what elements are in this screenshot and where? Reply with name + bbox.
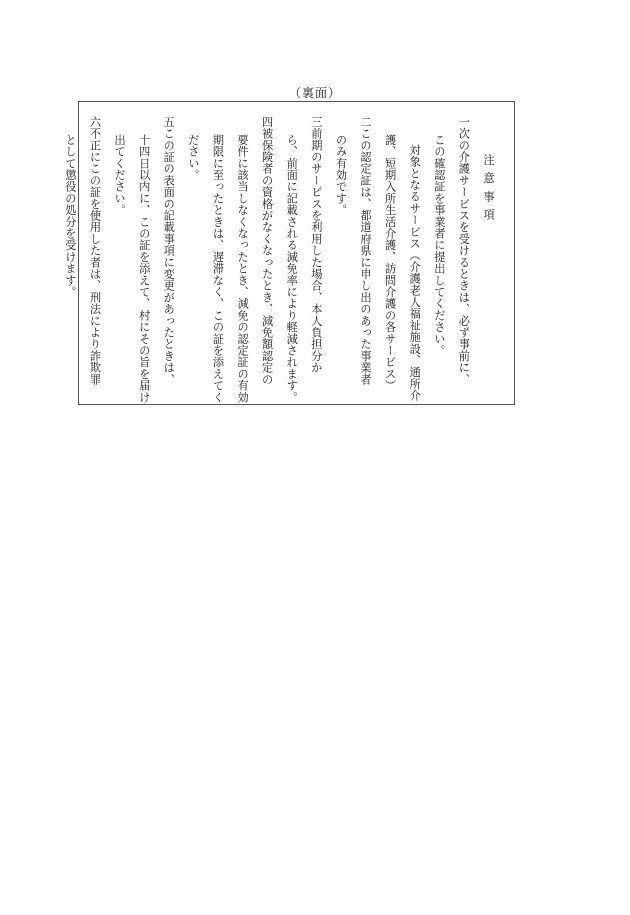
- notice-item-4-line-4: ださい。: [186, 133, 200, 181]
- notice-item-4-line-1: [254, 116, 279, 394]
- notice-item-4-line-2: 要件に該当しなくなったとき、減免の認定証の有効: [236, 133, 250, 404]
- notice-item-1-line-3: 対象となるサービス（介護老人福祉施設、通所介: [408, 144, 422, 402]
- item-text: 次の介護サービスを受けるときは、必ず事前に、: [457, 127, 471, 386]
- notice-item-1-line-2: この確認証を事業者に提出してください。: [432, 133, 446, 357]
- item-text: この認定証は、都道府県に申し出のあった事業者: [359, 127, 373, 386]
- notice-box: [63, 101, 515, 405]
- notice-item-5-line-1: [156, 116, 181, 394]
- item-number: 二: [359, 116, 373, 128]
- notice-item-6-line-2: として懲役の処分を受けます。: [63, 133, 77, 298]
- page-side-label: （裏面）: [288, 86, 341, 100]
- notice-heading: 注意事項: [482, 154, 495, 227]
- item-number: 三: [309, 116, 323, 128]
- notice-item-1-line-1: [451, 116, 476, 394]
- item-text: 不正にこの証を使用した者は、刑法により詐欺罪: [88, 127, 102, 386]
- notice-item-3-line-1: [303, 116, 328, 394]
- notice-item-1-line-4: 護、短期入所生活介護、訪問介護の各サービス）: [383, 133, 397, 392]
- item-number: 六: [88, 116, 102, 128]
- notice-item-2-line-1: [352, 116, 377, 394]
- notice-item-5-line-2: 十四日以内に、この証を添えて、村にその旨を届け: [137, 133, 151, 404]
- notice-item-3-line-2: ら、前面に記載される減免率により軽減されます。: [285, 133, 299, 404]
- item-number: 一: [457, 116, 471, 128]
- notice-item-5-line-3: 出てください。: [113, 133, 127, 216]
- notice-text-block: [57, 116, 500, 404]
- notice-item-4-line-3: 期限に至ったときは、遅滞なく、この証を添えてく: [211, 133, 225, 404]
- notice-item-6-line-1: [82, 116, 107, 394]
- item-text: 被保険者の資格がなくなったとき、減免額認定の: [260, 127, 274, 386]
- item-text: この証の表面の記載事項に変更があったときは、: [162, 127, 176, 386]
- notice-item-2-line-2: のみ有効です。: [334, 133, 348, 216]
- item-number: 四: [260, 116, 274, 128]
- item-number: 五: [162, 116, 176, 128]
- item-text: 前期のサービスを利用した場合、本人負担分か: [309, 127, 323, 374]
